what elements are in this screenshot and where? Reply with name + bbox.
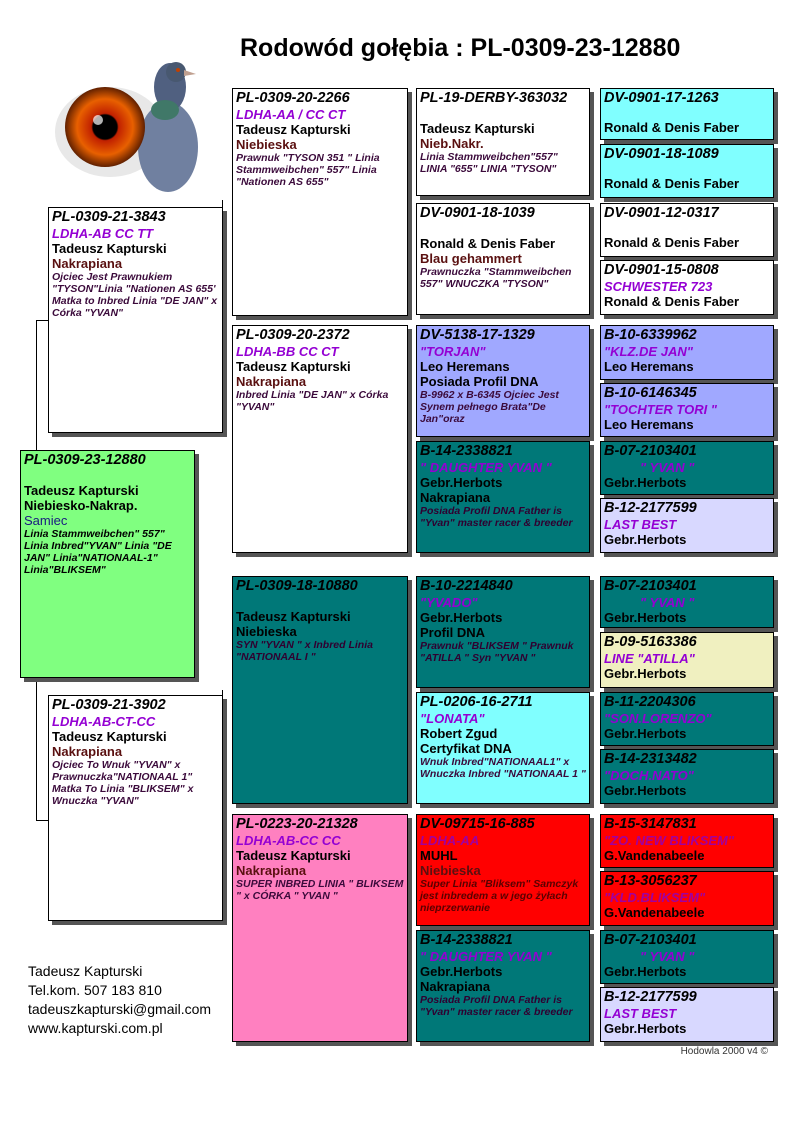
ancestor-card[interactable]	[600, 383, 774, 437]
pigeon-sex: Samiec	[24, 513, 68, 528]
line-label: "KLZ.DE JAN"	[604, 344, 693, 359]
breeder-name: Gebr.Herbots	[420, 610, 503, 625]
pigeon-color: Nakrapiana	[236, 863, 307, 878]
breeder-name: Tadeusz Kapturski	[236, 359, 351, 374]
grandparent-card[interactable]	[232, 576, 408, 804]
breeder-name: G.Vandenabeele	[604, 905, 705, 920]
pigeon-notes: Ojciec To Wnuk "YVAN" x Prawnuczka"NATIONAAL 1" Matka To Linia "BLIKSEM" x Wnuczka "YVAN"	[52, 759, 194, 807]
line-label: "KLD.BLIKSEM"	[604, 890, 706, 905]
pigeon-notes: B-9962 x B-6345 Ojciec Jest Synem pełnego Brata"De Jan"oraz	[420, 389, 559, 425]
ring-number: DV-0901-18-1089	[604, 146, 719, 162]
line-label: LDHA-AA / CC CT	[236, 107, 346, 122]
pigeon-color: Niebieska	[420, 863, 481, 878]
ring-number: PL-0309-18-10880	[236, 578, 358, 594]
pigeon-color: Posiada Profil DNA	[420, 374, 539, 389]
breeder-name: Robert Zgud	[420, 726, 498, 741]
line-label: SCHWESTER 723	[604, 279, 713, 294]
line-label: "ZO. NEW BLIKSEM"	[604, 833, 735, 848]
line-label: " YVAN "	[640, 595, 695, 610]
breeder-name: Ronald & Denis Faber	[604, 176, 740, 191]
breeder-name: Gebr.Herbots	[604, 1021, 687, 1036]
ancestor-card[interactable]	[600, 632, 774, 688]
breeder-name: Tadeusz Kapturski	[52, 241, 167, 256]
ring-number: B-12-2177599	[604, 500, 697, 516]
breeder-name: Tadeusz Kapturski	[236, 848, 351, 863]
ancestor-card[interactable]	[600, 88, 774, 140]
breeder-name: MUHL	[420, 848, 458, 863]
ring-number: PL-0309-21-3843	[52, 209, 166, 225]
ring-number: PL-0206-16-2711	[420, 694, 533, 710]
line-label: LINE "ATILLA"	[604, 651, 695, 666]
great-grandparent-card[interactable]	[416, 692, 590, 804]
pigeon-color: Nakrapiana	[420, 490, 491, 505]
line-label: " YVAN "	[640, 460, 695, 475]
ring-number: DV-5138-17-1329	[420, 327, 535, 343]
contact-email[interactable]: tadeuszkapturski@gmail.com	[28, 1001, 212, 1017]
pigeon-color: Niebieska	[236, 624, 297, 639]
line-label: " DAUGHTER YVAN "	[420, 949, 552, 964]
mother-card[interactable]	[48, 695, 223, 921]
breeder-name: Gebr.Herbots	[420, 475, 503, 490]
pigeon-color: Nieb.Nakr.	[420, 136, 484, 151]
connector-line	[36, 320, 48, 321]
pigeon-notes: SUPER INBRED LINIA " BLIKSEM " x CÓRKA " YVAN "	[236, 878, 404, 902]
footer-version: Hodowla 2000 v4 ©	[680, 1046, 768, 1057]
ring-number: B-10-6339962	[604, 327, 697, 343]
ring-number: B-14-2313482	[604, 751, 697, 767]
breeder-name: Leo Heremans	[604, 359, 694, 374]
ring-number: PL-19-DERBY-363032	[420, 90, 568, 106]
ancestor-card[interactable]	[600, 930, 774, 984]
pigeon-color: Niebiesko-Nakrap.	[24, 498, 138, 513]
ring-number: DV-0901-18-1039	[420, 205, 535, 221]
ring-number: B-15-3147831	[604, 816, 697, 832]
connector-line	[36, 820, 48, 821]
grandparent-card[interactable]	[232, 814, 408, 1042]
ring-number: PL-0309-20-2372	[236, 327, 350, 343]
connector-line	[36, 680, 37, 820]
line-label: LDHA-AB-CC CC	[236, 833, 341, 848]
breeder-name: Tadeusz Kapturski	[420, 121, 535, 136]
ring-number: B-14-2338821	[420, 443, 513, 459]
ancestor-card[interactable]	[600, 576, 774, 628]
pigeon-notes: Super Linia "Bliksem" Samczyk jest inbredem a w jego żyłach nieprzerwanie	[420, 878, 579, 914]
breeder-name: G.Vandenabeele	[604, 848, 705, 863]
line-label: "TOCHTER TORI "	[604, 402, 717, 417]
ring-number: B-07-2103401	[604, 932, 697, 948]
great-grandparent-card[interactable]	[416, 88, 590, 196]
contact-block	[28, 962, 211, 1038]
page-title: Rodowód gołębia : PL-0309-23-12880	[240, 34, 681, 62]
pigeon-notes: Linia Stammweibchen"557" LINIA "655" LINIA "TYSON"	[420, 151, 558, 175]
pigeon-color: Certyfikat DNA	[420, 741, 512, 756]
breeder-name: Leo Heremans	[420, 359, 510, 374]
ancestor-card[interactable]	[600, 144, 774, 198]
breeder-name: Ronald & Denis Faber	[420, 236, 556, 251]
breeder-name: Gebr.Herbots	[604, 726, 687, 741]
ring-number: PL-0223-20-21328	[236, 816, 358, 832]
line-label: "SON.LORENZO"	[604, 711, 712, 726]
great-grandparent-card[interactable]	[416, 814, 590, 926]
pigeon-color: Profil DNA	[420, 625, 485, 640]
ancestor-card[interactable]	[600, 203, 774, 257]
contact-phone: Tel.kom. 507 183 810	[28, 982, 162, 998]
breeder-name: Gebr.Herbots	[604, 475, 687, 490]
breeder-name: Gebr.Herbots	[604, 964, 687, 979]
pigeon-notes: SYN "YVAN " x Inbred Linia "NATIONAAL I "	[236, 639, 373, 663]
ancestor-card[interactable]	[600, 441, 774, 495]
pigeon-notes: Wnuk Inbred"NATIONAAL1" x Wnuczka Inbred "NATIONAAL 1 "	[420, 756, 586, 780]
breeder-name: Tadeusz Kapturski	[24, 483, 139, 498]
pigeon-color: Nakrapiana	[52, 256, 123, 271]
line-label: LAST BEST	[604, 1006, 677, 1021]
pigeon-notes: Posiada Profil DNA Father is "Yvan" master racer & breeder	[420, 994, 573, 1018]
line-label: "TORJAN"	[420, 344, 486, 359]
pigeon-eye-logo	[50, 32, 200, 192]
pigeon-notes: Posiada Profil DNA Father is "Yvan" master racer & breeder	[420, 505, 573, 529]
ancestor-card[interactable]	[600, 260, 774, 315]
pigeon-notes: Prawnuk "BLIKSEM " Prawnuk "ATILLA " Syn "YVAN "	[420, 640, 574, 664]
ring-number: B-12-2177599	[604, 989, 697, 1005]
line-label: LDHA-AA	[420, 833, 480, 848]
breeder-name: Leo Heremans	[604, 417, 694, 432]
ring-number: PL-0309-23-12880	[24, 452, 146, 468]
ring-number: DV-0901-12-0317	[604, 205, 719, 221]
grandparent-card[interactable]	[232, 325, 408, 553]
great-grandparent-card[interactable]	[416, 203, 590, 315]
pigeon-notes: Prawnuczka "Stammweibchen 557" WNUCZKA "TYSON"	[420, 266, 572, 290]
grandparent-card[interactable]	[232, 88, 408, 316]
breeder-name: Gebr.Herbots	[420, 964, 503, 979]
pigeon-color: Blau gehammert	[420, 251, 522, 266]
line-label: "DOCH.NATO"	[604, 768, 694, 783]
ancestor-card[interactable]	[600, 871, 774, 926]
ancestor-card[interactable]	[600, 987, 774, 1042]
great-grandparent-card[interactable]	[416, 325, 590, 437]
pigeon-notes: Prawnuk "TYSON 351 " Linia Stammweibchen" 557" Linia "Nationen AS 655"	[236, 152, 380, 188]
line-label: LDHA-AB CC TT	[52, 226, 154, 241]
breeder-name: Ronald & Denis Faber	[604, 120, 740, 135]
ancestor-card[interactable]	[600, 498, 774, 553]
contact-website[interactable]: www.kapturski.com.pl	[28, 1020, 163, 1036]
ring-number: B-13-3056237	[604, 873, 697, 889]
ring-number: DV-09715-16-885	[420, 816, 535, 832]
pigeon-notes: Inbred Linia "DE JAN" x Córka "YVAN"	[236, 389, 389, 413]
line-label: LDHA-AB-CT-CC	[52, 714, 156, 729]
pigeon-notes: Linia Stammweibchen" 557" Linia Inbred"YVAN" Linia "DE JAN" Linia"NATIONAAL-1" Linia"BLIKSEM"	[24, 528, 172, 576]
ancestor-card[interactable]	[600, 814, 774, 868]
ring-number: B-11-2204306	[604, 694, 696, 710]
pigeon-color: Nakrapiana	[52, 744, 123, 759]
father-card[interactable]	[48, 207, 223, 433]
breeder-name: Gebr.Herbots	[604, 532, 687, 547]
ring-number: PL-0309-20-2266	[236, 90, 350, 106]
pigeon-color: Nakrapiana	[236, 374, 307, 389]
great-grandparent-card[interactable]	[416, 930, 590, 1042]
line-label: " YVAN "	[640, 949, 695, 964]
breeder-name: Tadeusz Kapturski	[52, 729, 167, 744]
great-grandparent-card[interactable]	[416, 441, 590, 553]
ring-number: DV-0901-17-1263	[604, 90, 719, 106]
contact-name: Tadeusz Kapturski	[28, 963, 143, 979]
breeder-name: Tadeusz Kapturski	[236, 609, 351, 624]
ring-number: B-10-6146345	[604, 385, 697, 401]
breeder-name: Ronald & Denis Faber	[604, 235, 740, 250]
breeder-name: Gebr.Herbots	[604, 666, 687, 681]
ancestor-card[interactable]	[600, 692, 774, 746]
ring-number: B-09-5163386	[604, 634, 697, 650]
pigeon-notes: Ojciec Jest Prawnukiem "TYSON"Linia "Nationen AS 655' Matka to Inbred Linia "DE JAN" x Córka "YVAN"	[52, 271, 218, 319]
breeder-name: Gebr.Herbots	[604, 783, 687, 798]
line-label: LDHA-BB CC CT	[236, 344, 339, 359]
ring-number: B-14-2338821	[420, 932, 513, 948]
ring-number: B-10-2214840	[420, 578, 513, 594]
breeder-name: Ronald & Denis Faber	[604, 294, 740, 309]
line-label: LAST BEST	[604, 517, 677, 532]
pigeon-color: Nakrapiana	[420, 979, 491, 994]
great-grandparent-card[interactable]	[416, 576, 590, 688]
line-label: "LONATA"	[420, 711, 485, 726]
connector-line	[36, 320, 37, 450]
ring-number: B-07-2103401	[604, 443, 697, 459]
pigeon-color: Niebieska	[236, 137, 297, 152]
pigeon-card[interactable]	[20, 450, 195, 678]
ring-number: DV-0901-15-0808	[604, 262, 719, 278]
ring-number: PL-0309-21-3902	[52, 697, 166, 713]
ancestor-card[interactable]	[600, 325, 774, 380]
line-label: " DAUGHTER YVAN "	[420, 460, 552, 475]
breeder-name: Tadeusz Kapturski	[236, 122, 351, 137]
breeder-name: Gebr.Herbots	[604, 610, 687, 625]
ring-number: B-07-2103401	[604, 578, 697, 594]
ancestor-card[interactable]	[600, 749, 774, 804]
line-label: "YVADO"	[420, 595, 478, 610]
